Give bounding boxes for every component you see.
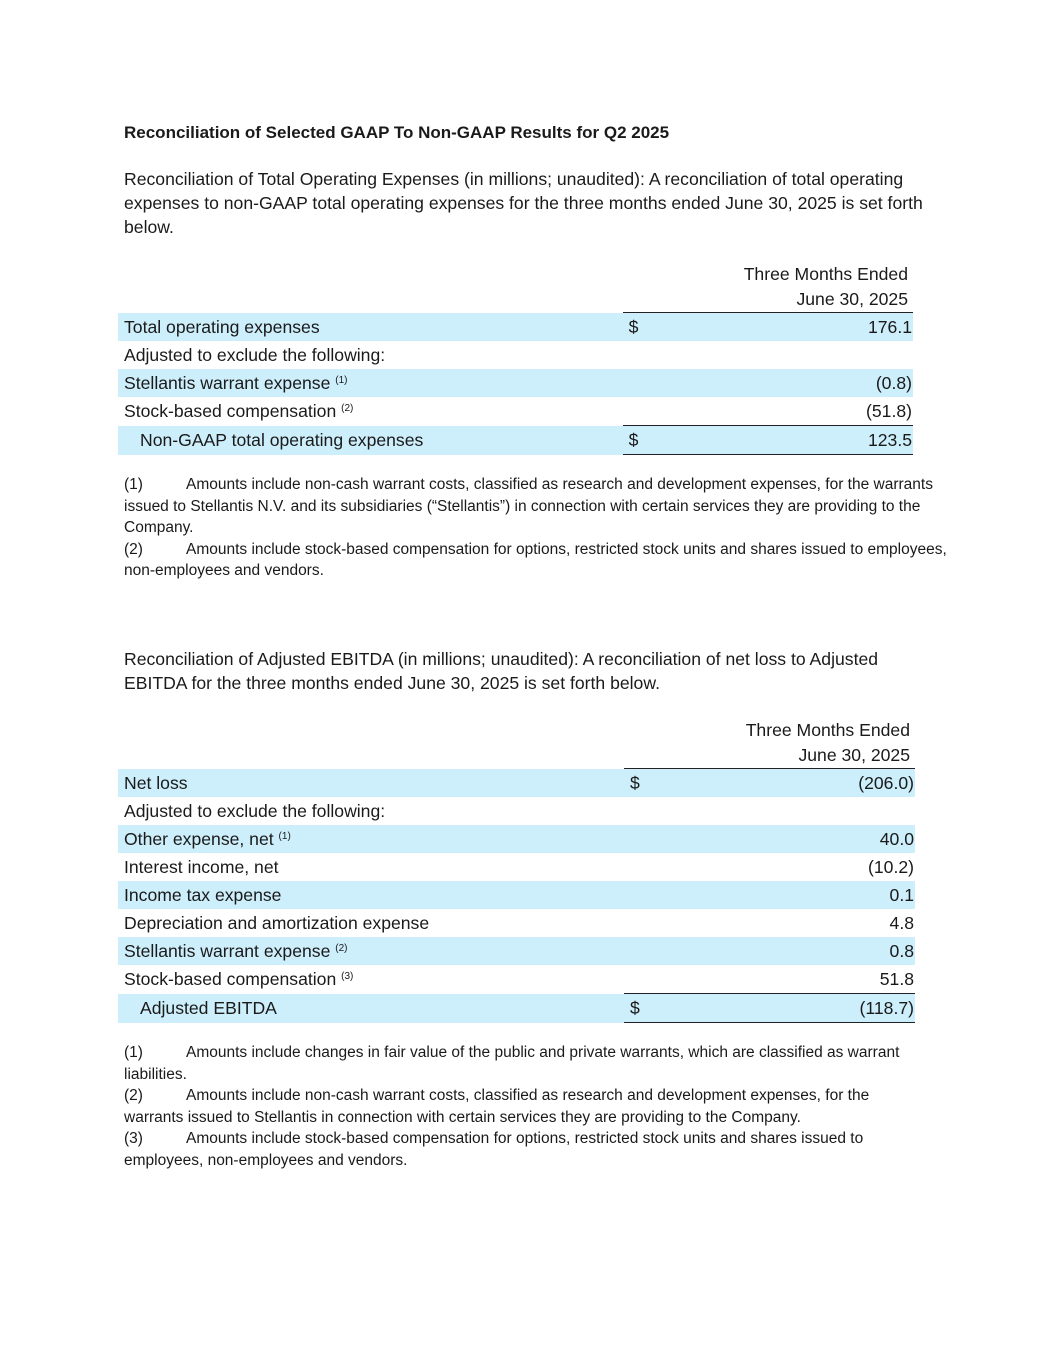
page-title: Reconciliation of Selected GAAP To Non-GAAP Results for Q2 2025 <box>124 123 670 142</box>
ebitda-footnotes <box>124 1042 924 1172</box>
footnote-number: (2) <box>124 1087 143 1105</box>
row-label: Stellantis warrant expense <box>124 373 331 393</box>
footnote <box>124 539 952 582</box>
footnote-text: Amounts include stock-based compensation for options, restricted stock units and shares issued to employees, non-employees and vendors. <box>124 540 947 580</box>
column-header-line2: June 30, 2025 <box>624 743 915 769</box>
row-label: Other expense, net <box>124 829 274 849</box>
opex-intro-paragraph: Reconciliation of Total Operating Expenses (in millions; unaudited): A reconciliation of total operating expenses to non-GAAP total operating expenses for the three months ended June 30, 2025 is set forth below. <box>124 169 923 237</box>
row-value: 0.1 <box>686 881 915 909</box>
footnote <box>124 1085 924 1128</box>
table-row <box>118 937 915 965</box>
footnote-ref: (1) <box>335 375 348 386</box>
row-label: Income tax expense <box>124 885 282 905</box>
row-label: Adjusted to exclude the following: <box>124 801 386 821</box>
row-value: (10.2) <box>868 857 914 877</box>
row-value: 123.5 <box>684 426 913 455</box>
footnote-number: (1) <box>124 1044 143 1061</box>
table-row <box>118 797 915 825</box>
table-row <box>118 825 915 853</box>
ebitda-reconciliation-table <box>118 718 915 1023</box>
table-row <box>118 909 915 937</box>
table-row <box>118 369 913 397</box>
footnote-ref: (2) <box>335 943 348 954</box>
table-row <box>118 313 913 342</box>
column-header-line2: June 30, 2025 <box>623 287 913 313</box>
row-label: Stellantis warrant expense <box>124 941 331 961</box>
column-header-line1: Three Months Ended <box>745 720 910 740</box>
row-label: Total operating expenses <box>124 316 320 337</box>
row-label: Non-GAAP total operating expenses <box>140 430 424 450</box>
column-header-line1: Three Months Ended <box>743 264 908 284</box>
table-row <box>118 341 913 369</box>
footnote-text: Amounts include changes in fair value of the public and private warrants, which are classified as warrant liabilities. <box>124 1044 900 1083</box>
row-value: (118.7) <box>686 994 915 1023</box>
footnote-number: (2) <box>124 540 143 558</box>
ebitda-intro-paragraph: Reconciliation of Adjusted EBITDA (in millions; unaudited): A reconciliation of net loss to Adjusted EBITDA for the three months ended June 30, 2025 is set forth below. <box>124 649 879 693</box>
footnote-text: Amounts include stock-based compensation for options, restricted stock units and shares issued to employees, non-employees and vendors. <box>124 1130 864 1169</box>
opex-footnotes <box>124 474 952 582</box>
footnote <box>124 1128 924 1171</box>
footnote <box>124 474 952 539</box>
row-label: Stock-based compensation <box>124 969 337 990</box>
table-row <box>118 881 915 909</box>
footnote-ref: (3) <box>341 971 354 983</box>
row-label: Stock-based compensation <box>124 401 337 422</box>
footnote-text: Amounts include non-cash warrant costs, classified as research and development expenses, for the warrants issued to Stellantis N.V. and its subsidiaries (“Stellantis”) in connection with certain services they are providing to the Company. <box>124 476 933 537</box>
footnote-ref: (2) <box>341 403 354 415</box>
table-row <box>118 853 915 881</box>
row-label: Depreciation and amortization expense <box>124 913 430 933</box>
footnote-ref: (1) <box>278 831 291 842</box>
total-row <box>118 994 915 1023</box>
table-row <box>118 769 915 798</box>
row-value: 51.8 <box>879 969 914 989</box>
table-row <box>118 965 915 994</box>
footnote-text: Amounts include non-cash warrant costs, classified as research and development expenses, for the warrants issued to Stellantis in connection with certain services they are providing to the Company. <box>124 1087 870 1126</box>
row-label: Adjusted EBITDA <box>140 998 277 1018</box>
row-value: 0.8 <box>686 937 915 965</box>
row-label: Adjusted to exclude the following: <box>124 345 386 365</box>
row-value: 176.1 <box>684 313 913 342</box>
row-currency: $ <box>624 769 686 798</box>
row-value: (206.0) <box>686 769 915 798</box>
table-row <box>118 397 913 426</box>
opex-reconciliation-table <box>118 262 913 455</box>
row-currency: $ <box>623 426 685 455</box>
footnote-number: (1) <box>124 476 143 493</box>
row-value: (0.8) <box>684 369 913 397</box>
row-value: 4.8 <box>889 913 914 933</box>
footnote-number: (3) <box>124 1130 143 1148</box>
footnote <box>124 1042 924 1085</box>
row-label: Interest income, net <box>124 857 279 877</box>
row-currency: $ <box>623 313 685 342</box>
total-row <box>118 426 913 455</box>
row-value: (51.8) <box>866 401 912 421</box>
row-label: Net loss <box>124 772 188 793</box>
row-value: 40.0 <box>686 825 915 853</box>
row-currency: $ <box>624 994 686 1023</box>
